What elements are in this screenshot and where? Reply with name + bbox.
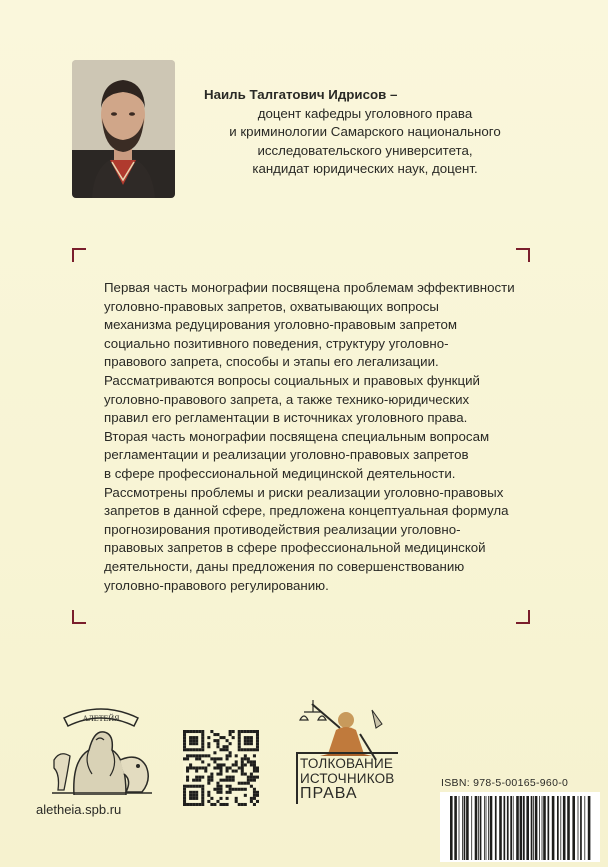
abstract-line: правового запрета, способы и этапы его легализации. [104,354,439,370]
corner-bracket-bottom-right [516,610,530,624]
book-abstract [104,279,524,595]
abstract-line: Рассматриваются вопросы социальных и правовых функций [104,372,480,388]
abstract-line: прогнозирования противодействия реализации уголовно- [104,521,461,537]
abstract-line: запретов в данной сфере, предложена концептуальная формула [104,503,509,519]
abstract-line: деятельности, даны предложения по совершенствованию [104,558,465,574]
abstract-line: уголовно-правовых запретов, охватывающих вопросы [104,298,439,314]
abstract-line: уголовно-правового регулированию. [104,577,329,593]
corner-bracket-top-left [72,248,86,262]
author-info [200,86,530,179]
barcode-icon [440,792,600,862]
author-bio-line: доцент кафедры уголовного права [257,105,473,121]
series-title-line: ИСТОЧНИКОВ [300,771,395,786]
abstract-line: правовых запретов в сфере профессиональной медицинской [104,540,486,556]
author-photo [72,60,175,198]
abstract-line: социально позитивного поведения, структуру уголовно- [104,335,449,351]
abstract-line: Вторая часть монографии посвящена специальным вопросам [104,428,490,444]
abstract-line: Рассмотрены проблемы и риски реализации уголовно-правовых [104,484,504,500]
qr-code-icon[interactable] [183,730,259,806]
publisher-logo-icon [34,700,168,795]
series-title [300,756,400,801]
abstract-line: уголовно-правового запрета, а также технико-юридических [104,391,470,407]
abstract-line: в сфере профессиональной медицинской деятельности. [104,465,456,481]
corner-bracket-bottom-left [72,610,86,624]
abstract-line: регламентации и реализации уголовно-правовых запретов [104,447,469,463]
publisher-url[interactable]: aletheia.spb.ru [36,802,122,817]
author-bio-line: исследовательского университета, [257,142,473,158]
author-name: Наиль Талгатович Идрисов – [204,87,398,102]
author-bio-line: кандидат юридических наук, доцент. [252,161,478,176]
isbn-label: ISBN: 978-5-00165-960-0 [441,777,569,789]
corner-bracket-top-right [516,248,530,262]
abstract-line: механизма редуцирования уголовно-правовым запретом [104,317,458,333]
publisher-logo-text: АЛЕТЕЙЯ [82,714,120,723]
abstract-line: правил его регламентации в источниках уголовного права. [104,410,468,426]
author-bio-line: и криминологии Самарского национального [229,124,501,139]
abstract-line: Первая часть монографии посвящена проблемам эффективности [104,280,515,295]
series-title-line: ТОЛКОВАНИЕ [300,756,394,771]
series-title-line: ПРАВА [300,785,358,802]
